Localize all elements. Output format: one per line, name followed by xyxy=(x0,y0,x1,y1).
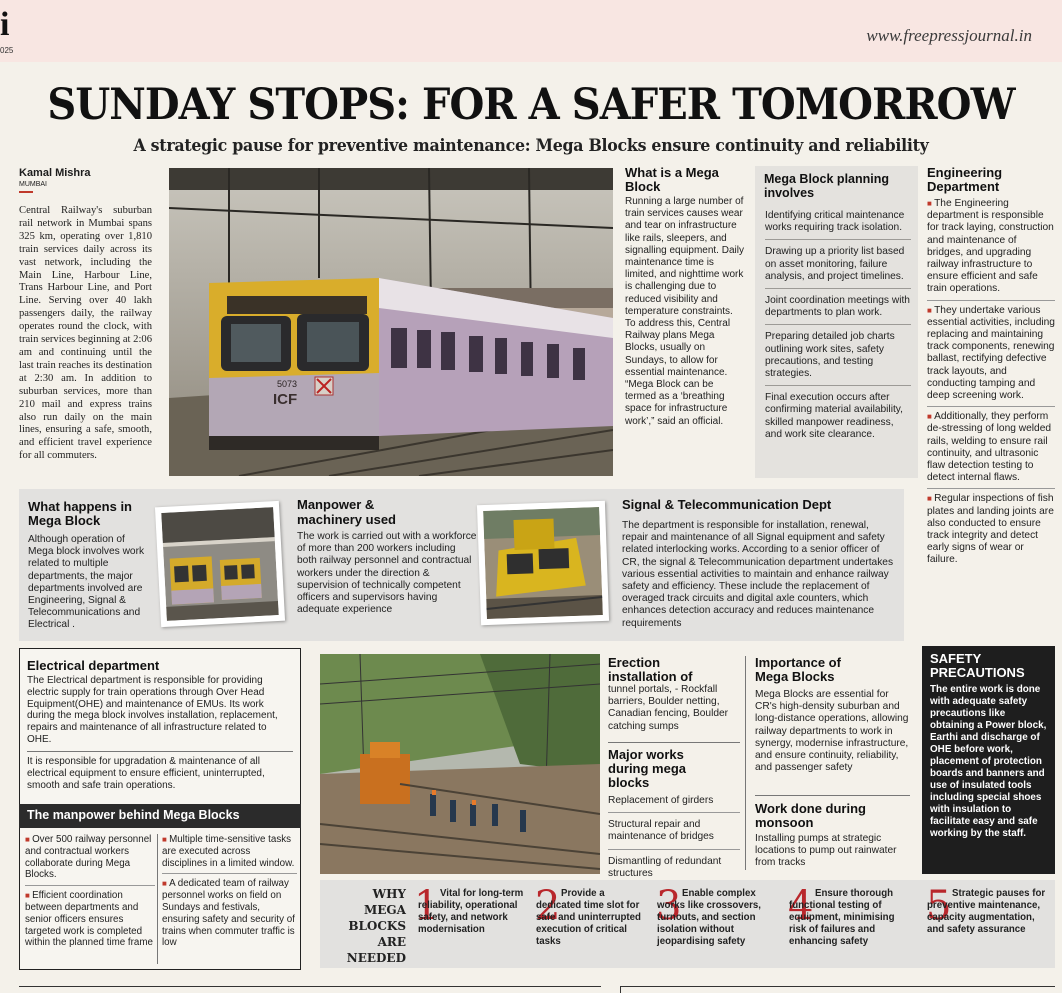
manpower-behind-item: ■ Efficient coordination between departments and senior officers ensures targeted work is completed within the planned time frame xyxy=(25,890,155,949)
erection-heading: Erection installation of xyxy=(608,655,693,684)
byline-city: MUMBAI xyxy=(19,181,47,188)
column-divider xyxy=(745,656,746,870)
electrical-p1: The Electrical department is responsible for providing electric supply for train operations through Over Head Equipment(OHE) and maintenance of EMUs. Its work during the mega block involves installation, replacement, repairs and maintenance of all infrastructure related to OHE. xyxy=(27,675,278,745)
manpower-behind-item: ■ Over 500 railway personnel and contractual workers collaborate during Mega Blocks. xyxy=(25,834,155,886)
train-photo xyxy=(169,168,613,476)
why-reason-text: Enable complex works like crossovers, turnouts, and section isolation without jeopardising safety xyxy=(657,888,761,947)
bottom-rule-right xyxy=(620,986,1055,987)
why-reason-number: 2 xyxy=(535,883,561,929)
manpower-behind-item: ■ Multiple time-sensitive tasks are executed across disciplines in a limited window. xyxy=(162,834,297,874)
engineering-item: ■ Regular inspections of fish plates and landing joints are also conducted to ensure track integrity and detect early signs of wear or failure. xyxy=(927,493,1055,566)
major-works-item: Replacement of girders xyxy=(608,795,740,813)
what-is-body: Running a large number of train services causes wear and tear on infrastructure like rails, sleepers, and signalling equipment. Daily maintenance time is limited, and nighttime work is challenging due to reduced visibility and temperature constraints. To address this, Central Railway plans Mega Blocks, usually on Sundays, to allow for essential maintenance. “Mega Block can be termed as a ‘breathing space for infrastructure work’,” said an official. xyxy=(625,196,744,427)
importance-body: Mega Blocks are essential for CR's high-density suburban and long-distance operations, allowing railway departments to work in synergy, modernise infrastructure, and ensure continuity, reliability, and passenger safety xyxy=(755,689,909,774)
manpower-behind-divider xyxy=(157,834,158,964)
what-happens-heading: What happens in Mega Block xyxy=(28,499,132,528)
what-happens-body: Although operation of Mega block involves work related to multiple departments, the major departments involved are Engineering, Signal & Telecommunications and Electrical . xyxy=(28,534,145,631)
engineering-heading: Engineering Department xyxy=(927,165,1003,194)
why-reason-text: Ensure thorough functional testing of equipment, minimising risk of failures and enhancing safety xyxy=(789,888,895,947)
erection-divider xyxy=(608,742,740,743)
engineering-item: ■ Additionally, they perform de-stressing of long welded rails, welding to ensure rail continuity, and ultrasonic flaw detection testing to detect internal flaws. xyxy=(927,411,1055,489)
planning-item: Joint coordination meetings with departments to plan work. xyxy=(765,289,911,325)
manpower-body: The work is carried out with a workforce of more than 200 workers including both railway personnel and contractual workers under the direction & supervision of technically competent officers and supervisors having adequate experience xyxy=(297,531,477,616)
intro-paragraph: Central Railway's suburban rail network in Mumbai spans 325 km, operating over 1,810 train services daily across its vast network, including the Main Line, Harbour Line, Trans Harbour Line, and Port Line. Serving over 40 lakh passengers daily, the railway operates round the clock, with train services beginning at 2:06 am and continuing until the last train reaches its destination at 2:30 am. In addition to suburban services, more than 210 mail and express trains also run daily on the main lines, ensuring a safe, smooth, and efficient travel experience for all commuters. xyxy=(19,205,152,462)
signal-heading: Signal & Telecommunication Dept xyxy=(622,497,832,512)
planning-box xyxy=(755,166,918,478)
why-reason-text: Vital for long-term reliability, operational safety, and network modernisation xyxy=(418,888,524,935)
what-is-heading: What is a Mega Block xyxy=(625,165,719,194)
train-maker-plate: ICF xyxy=(273,391,298,408)
why-reason-number: 1 xyxy=(414,883,440,929)
why-reason-number: 5 xyxy=(926,883,952,929)
why-reason-text: Provide a dedicated time slot for safe and uninterrupted execution of critical tasks xyxy=(536,888,641,947)
train-number-plate: 5073 xyxy=(277,379,298,389)
worksite-photo xyxy=(320,654,600,874)
manpower-heading: Manpower & machinery used xyxy=(297,497,396,527)
why-reason-text: Strategic pauses for preventive maintenance, capacity augmentation, and safety assurance xyxy=(927,888,1046,935)
major-works-item: Structural repair and maintenance of bridges xyxy=(608,819,740,849)
manpower-behind-left xyxy=(25,834,155,949)
major-works-list xyxy=(608,795,740,880)
site-url[interactable]: www.freepressjournal.in xyxy=(866,26,1032,45)
engineering-list xyxy=(927,198,1055,567)
why-reason-number: 4 xyxy=(788,883,814,929)
monsoon-heading: Work done during monsoon xyxy=(755,801,866,830)
monsoon-body: Installing pumps at strategic locations to pump out rainwater from tracks xyxy=(755,833,897,869)
bottom-box-edge xyxy=(620,986,621,993)
safety-body: The entire work is done with adequate safety precautions like obtaining a Power block, Earthi and discharge of OHE before work, placement of protection boards and banners and use of insulated tools including special shoes with insulation to facilitate easy and safe working by the staff. xyxy=(930,684,1047,839)
why-heading: WHY MEGA BLOCKS ARE NEEDED xyxy=(346,887,406,965)
bottom-rule-left xyxy=(19,986,601,987)
erection-body: tunnel portals, - Rockfall barriers, Boulder netting, Canadian fencing, Boulder catching sumps xyxy=(608,684,729,732)
major-works-item: Dismantling of redundant structures xyxy=(608,855,722,879)
planning-item: Final execution occurs after confirming material availability, skilled manpower readiness, and work site clearance. xyxy=(765,392,903,440)
planning-item: Preparing detailed job charts outlining work sites, safety precautions, and testing strategies. xyxy=(765,325,911,386)
major-works-heading: Major works during mega blocks xyxy=(608,747,687,790)
folio-letter: i xyxy=(0,6,10,43)
manpower-behind-heading: The manpower behind Mega Blocks xyxy=(27,808,240,822)
byline-rule xyxy=(19,191,33,193)
folio-number: 025 xyxy=(0,46,14,55)
platform-photo xyxy=(155,501,285,627)
signal-body: The department is responsible for installation, renewal, repair and maintenance of all Signal equipment and safety related interlocking works. According to a senior officer of CR, the signal & Telecommunication department undertakes various essential activities to maintain and enhance railway safety and efficiency. These include the replacement of overaged track circuits and digital axle counters, which enhances detection accuracy and reduces maintenance requirements xyxy=(622,520,894,629)
planning-list xyxy=(765,204,911,446)
importance-heading: Importance of Mega Blocks xyxy=(755,655,841,684)
electrical-p2: It is responsible for upgradation & maintenance of all electrical equipment to ensure efficient, uninterrupted, smooth and safe train operations. xyxy=(27,756,265,791)
importance-divider xyxy=(755,795,910,796)
manpower-behind-right xyxy=(162,834,297,949)
planning-item: Identifying critical maintenance works requiring track isolation. xyxy=(765,204,911,240)
safety-box xyxy=(922,646,1055,874)
engineering-item: ■ The Engineering department is responsible for track laying, construction and maintenance of bridges, and upgrading railway infrastructure to ensure efficient and safe train operations. xyxy=(927,198,1055,301)
safety-heading: SAFETY PRECAUTIONS xyxy=(930,651,1025,680)
byline-author: Kamal Mishra xyxy=(19,167,91,179)
manpower-behind-item: ■ A dedicated team of railway personnel works on field on Sundays and festivals, ensuring safety and security of trains when commuter traffic is low xyxy=(162,878,297,949)
track-machine-photo xyxy=(477,501,609,625)
planning-item: Drawing up a priority list based on asset monitoring, failure analysis, and project timelines. xyxy=(765,240,911,289)
page-subhead: A strategic pause for preventive maintenance: Mega Blocks ensure continuity and reliability xyxy=(133,136,929,156)
planning-heading: Mega Block planning involves xyxy=(764,172,890,200)
engineering-item: ■ They undertake various essential activities, including replacing and maintaining track components, renewing ballast, rectifying defective track layouts, and conducting tamping and deep screening work. xyxy=(927,305,1055,408)
page-headline: SUNDAY STOPS: FOR A SAFER TOMORROW xyxy=(47,80,1015,130)
electrical-divider xyxy=(27,751,293,752)
why-reason-number: 3 xyxy=(656,883,682,929)
electrical-heading: Electrical department xyxy=(27,658,160,673)
